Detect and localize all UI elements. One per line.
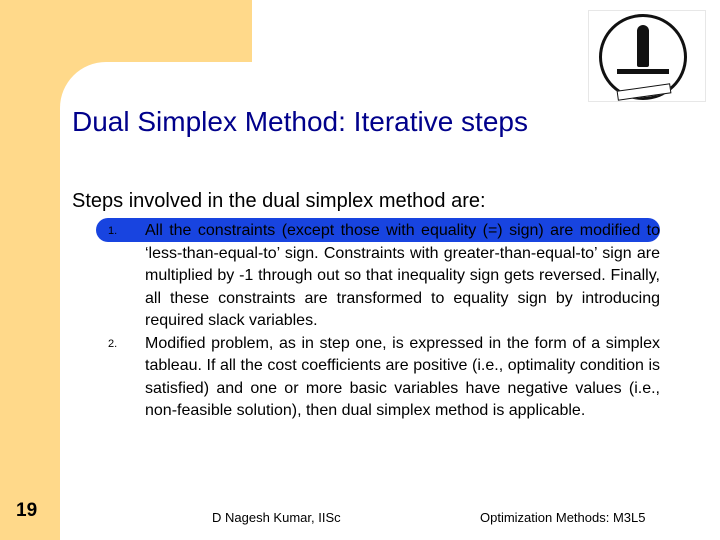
step-text: All the constraints (except those with equality (=) sign) are modified to ‘less-than-equal-to’ sign. Constraints with greater-than-equal-to’ sign are multiplied by -1 through out so that inequality sign gets reversed. Finally, all these constraints are transformed to equality sign by introducing required slack variables. [145, 222, 660, 329]
steps-list [108, 220, 660, 423]
lamp-icon [637, 25, 649, 67]
seal-base [617, 69, 669, 74]
slide-title: Dual Simplex Method: Iterative steps [72, 106, 528, 137]
list-item [108, 220, 660, 333]
step-number: 1. [108, 225, 118, 237]
step-number: 2. [108, 337, 118, 350]
institute-seal-icon [588, 10, 706, 102]
list-item [108, 333, 660, 423]
footer-author: D Nagesh Kumar, IISc [212, 510, 341, 525]
intro-text: Steps involved in the dual simplex method are: [72, 190, 486, 212]
step-text: Modified problem, as in step one, is expressed in the form of a simplex tableau. If all the cost coefficients are positive (i.e., optimality condition is satisfied) and one or more basic variables have negative values (i.e., non-feasible solution), then dual simplex method is applicable. [145, 334, 660, 419]
page-number: 19 [16, 500, 38, 521]
left-accent-band [0, 0, 60, 540]
footer-course: Optimization Methods: M3L5 [480, 510, 646, 525]
